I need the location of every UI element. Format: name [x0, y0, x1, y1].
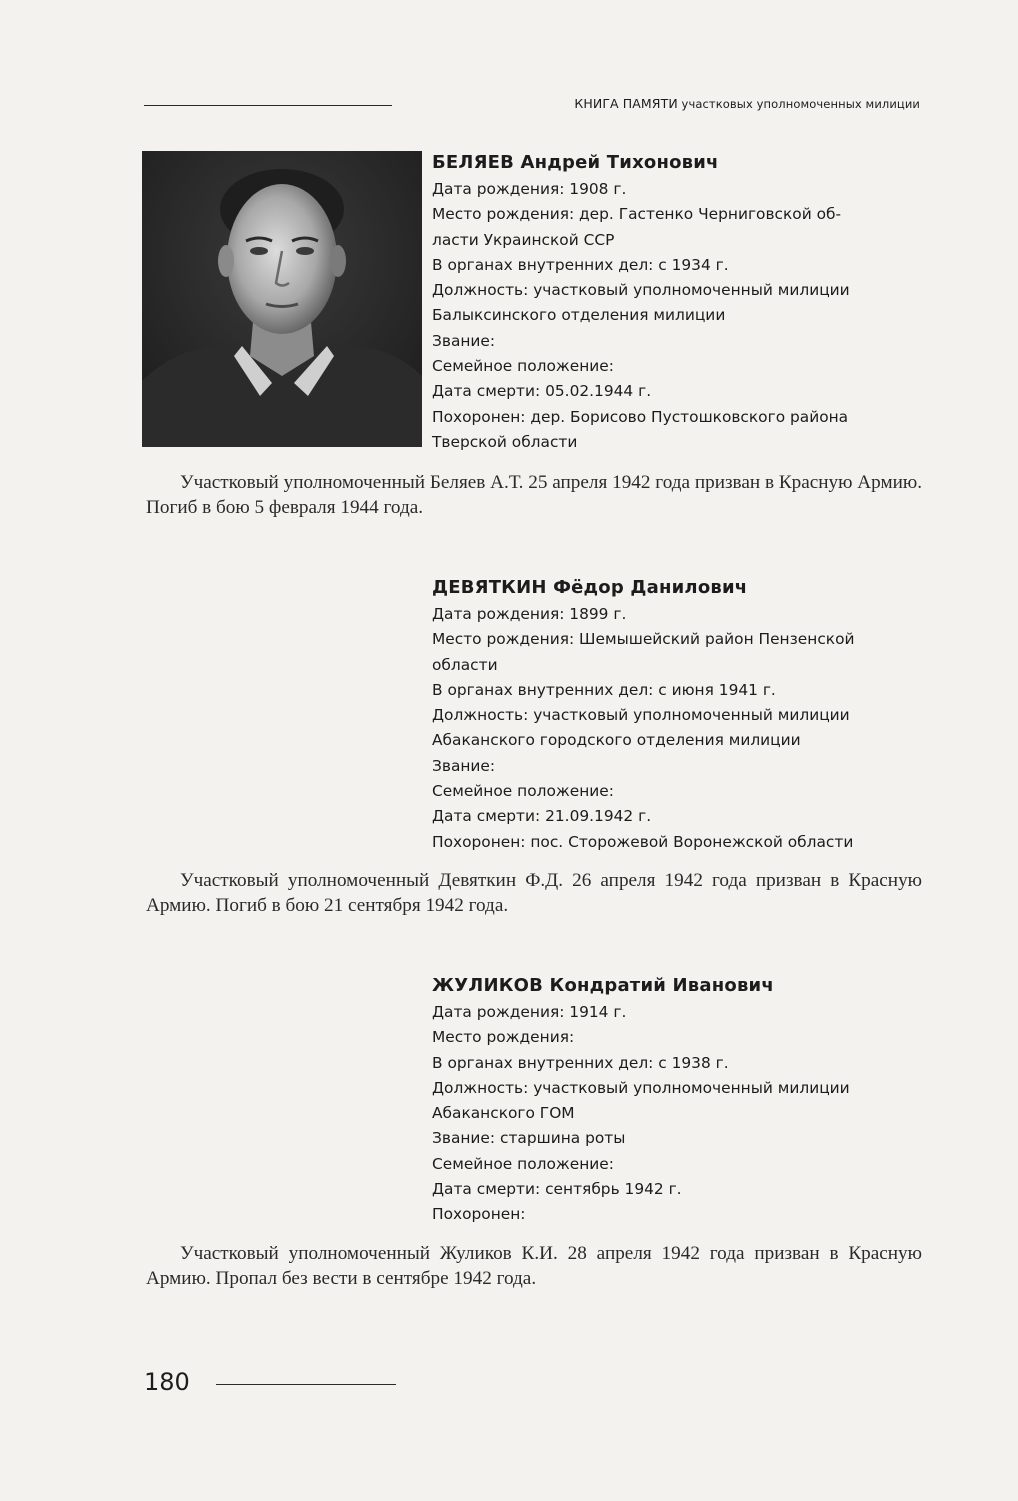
entry-3	[432, 975, 922, 1228]
family-status: Семейное положение:	[432, 782, 614, 801]
entry-3-paragraph: Участковый уполномоченный Жуликов К.И. 28 апреля 1942 года призван в Красную Армию. Пропал без вести в сентябре 1942 года.	[146, 1243, 922, 1289]
position-cont: Абаканского городского отделения милиции	[432, 731, 801, 750]
birth-place-cont: ласти Украинской ССР	[432, 230, 615, 249]
entry-1	[432, 152, 922, 455]
birth-date: Дата рождения: 1908 г.	[432, 180, 627, 198]
burial-place: Похоронен: пос. Сторожевой Воронежской области	[432, 832, 854, 851]
rank: Звание:	[432, 331, 496, 350]
death-date: Дата смерти: 21.09.1942 г.	[432, 807, 652, 826]
person-name: ДЕВЯТКИН Фёдор Данилович	[432, 577, 748, 598]
rank: Звание: старшина роты	[432, 1129, 626, 1148]
entry-2	[432, 577, 922, 855]
family-status: Семейное положение:	[432, 1154, 614, 1173]
page-number: 180	[144, 1368, 190, 1396]
position-cont: Абаканского ГОМ	[432, 1104, 575, 1123]
birth-date: Дата рождения: 1914 г.	[432, 1003, 627, 1021]
burial-place-cont: Тверской области	[432, 432, 578, 451]
book-title: КНИГА ПАМЯТИ	[574, 96, 678, 111]
book-subtitle: участковых уполномоченных милиции	[681, 97, 920, 111]
birth-place-cont: области	[432, 655, 498, 674]
family-status: Семейное положение:	[432, 357, 614, 376]
header-rule	[144, 105, 392, 106]
running-header	[574, 96, 920, 111]
death-date: Дата смерти: 05.02.1944 г.	[432, 382, 652, 401]
portrait-photo	[142, 151, 422, 447]
death-date: Дата смерти: сентябрь 1942 г.	[432, 1180, 682, 1199]
rank: Звание:	[432, 756, 496, 775]
position: Должность: участковый уполномоченный милиции	[432, 706, 850, 725]
service-start: В органах внутренних дел: с 1938 г.	[432, 1053, 729, 1072]
position: Должность: участковый уполномоченный милиции	[432, 1078, 850, 1097]
birth-date: Дата рождения: 1899 г.	[432, 605, 627, 623]
service-start: В органах внутренних дел: с июня 1941 г.	[432, 680, 776, 699]
position-cont: Балыксинского отделения милиции	[432, 306, 726, 325]
position: Должность: участковый уполномоченный милиции	[432, 281, 850, 300]
entry-2-paragraph: Участковый уполномоченный Девяткин Ф.Д. 26 апреля 1942 года призван в Красную Армию. Погиб в бою 21 сентября 1942 года.	[146, 870, 922, 916]
burial-place: Похоронен: дер. Борисово Пустошковского района	[432, 407, 849, 426]
birth-place: Место рождения: Шемышейский район Пензенской	[432, 630, 855, 649]
person-name: ЖУЛИКОВ Кондратий Иванович	[432, 975, 774, 996]
birth-place: Место рождения:	[432, 1028, 575, 1047]
entry-1-paragraph: Участковый уполномоченный Беляев А.Т. 25 апреля 1942 года призван в Красную Армию. Погиб в бою 5 февраля 1944 года.	[146, 472, 922, 518]
burial-place: Похоронен:	[432, 1205, 526, 1224]
footer-rule	[216, 1384, 396, 1385]
service-start: В органах внутренних дел: с 1934 г.	[432, 255, 729, 274]
person-name: БЕЛЯЕВ Андрей Тихонович	[432, 152, 719, 173]
birth-place: Место рождения: дер. Гастенко Черниговской об-	[432, 205, 842, 224]
